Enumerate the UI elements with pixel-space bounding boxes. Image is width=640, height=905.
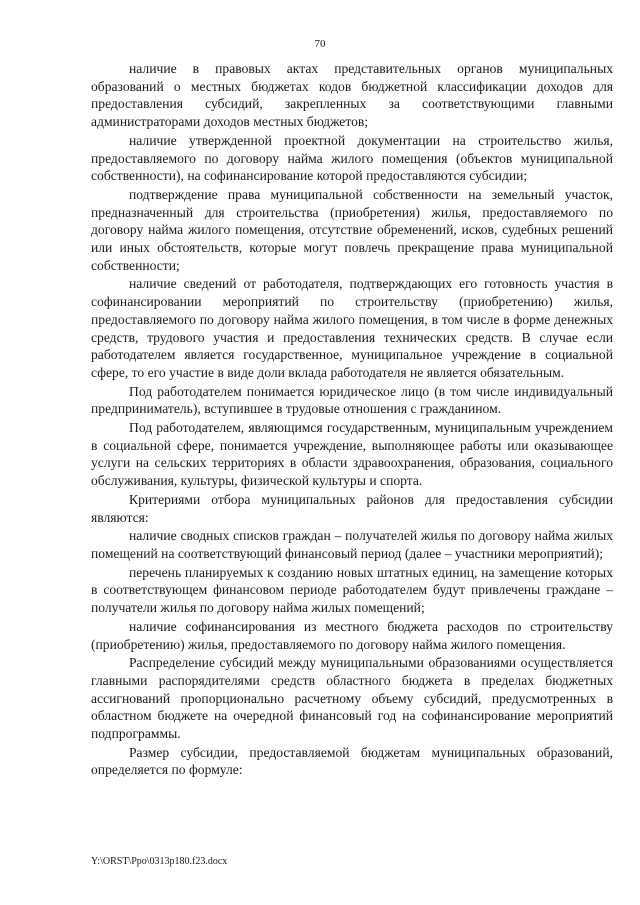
paragraph: Под работодателем, являющимся государственным, муниципальным учреждением в социальной сфере, понимается учреждение, выполняющее работы или оказывающее услуги на сельских территориях в области здравоохранения, образования, социального обслуживания, культуры, физической культуры и спорта.	[91, 420, 613, 489]
paragraph: подтверждение права муниципальной собственности на земельный участок, предназначенный для строительства (приобретения) жилья, предоставляемого по договору найма жилого помещения, отсутствие обременений, исков, судебных решений или иных обстоятельств, которые могут повлечь прекращение права муниципальной собственности;	[91, 186, 613, 273]
page-number: 70	[314, 38, 326, 50]
paragraph: наличие утвержденной проектной документации на строительство жилья, предоставляемого по договору найма жилого помещения (объектов муниципальной собственности), на софинансирование которой предоставляются субсидии;	[91, 132, 613, 184]
paragraph: Критериями отбора муниципальных районов для предоставления субсидии являются:	[91, 491, 613, 525]
paragraph: наличие сведений от работодателя, подтверждающих его готовность участия в софинансировании мероприятий по строительству (приобретению) жилья, предоставляемого по договору найма жилого помещения, в том числе в форме денежных средств, трудового участия и предоставления технических средств. В случае если работодателем является государственное, муниципальное учреждение в социальной сфере, то его участие в виде доли вклада работодателя не является обязательным.	[91, 276, 613, 380]
paragraph: наличие в правовых актах представительных органов муниципальных образований о местных бюджетах кодов бюджетной классификации доходов для предоставления субсидий, закрепленных за соответствующими главными администраторами доходов местных бюджетов;	[91, 61, 613, 130]
paragraph: наличие сводных списков граждан – получателей жилья по договору найма жилых помещений на соответствующий финансовый период (далее – участники мероприятий);	[91, 528, 613, 561]
paragraph: перечень планируемых к созданию новых штатных единиц, на замещение которых в соответствующем финансовом периоде работодателем будут привлечены граждане – получатели жилья по договору найма жилых помещений;	[91, 564, 613, 616]
body-text	[91, 60, 613, 780]
file-path-footer: Y:\ORST\Ppo\0313p180.f23.docx	[91, 856, 228, 867]
paragraph: Размер субсидии, предоставляемой бюджетам муниципальных образований, определяется по формуле:	[91, 744, 613, 778]
paragraph: Распределение субсидий между муниципальными образованиями осуществляется главными распорядителями средств областного бюджета в пределах бюджетных ассигнований пропорционально расчетному объему субсидий, предусмотренных в областном бюджете на очередной финансовый год на софинансирование мероприятий подпрограммы.	[91, 655, 613, 742]
paragraph: наличие софинансирования из местного бюджета расходов по строительству (приобретению) жилья, предоставляемого по договору найма жилого помещения.	[91, 618, 613, 652]
paragraph: Под работодателем понимается юридическое лицо (в том числе индивидуальный предприниматель), вступившее в трудовые отношения с гражданином.	[91, 383, 613, 417]
